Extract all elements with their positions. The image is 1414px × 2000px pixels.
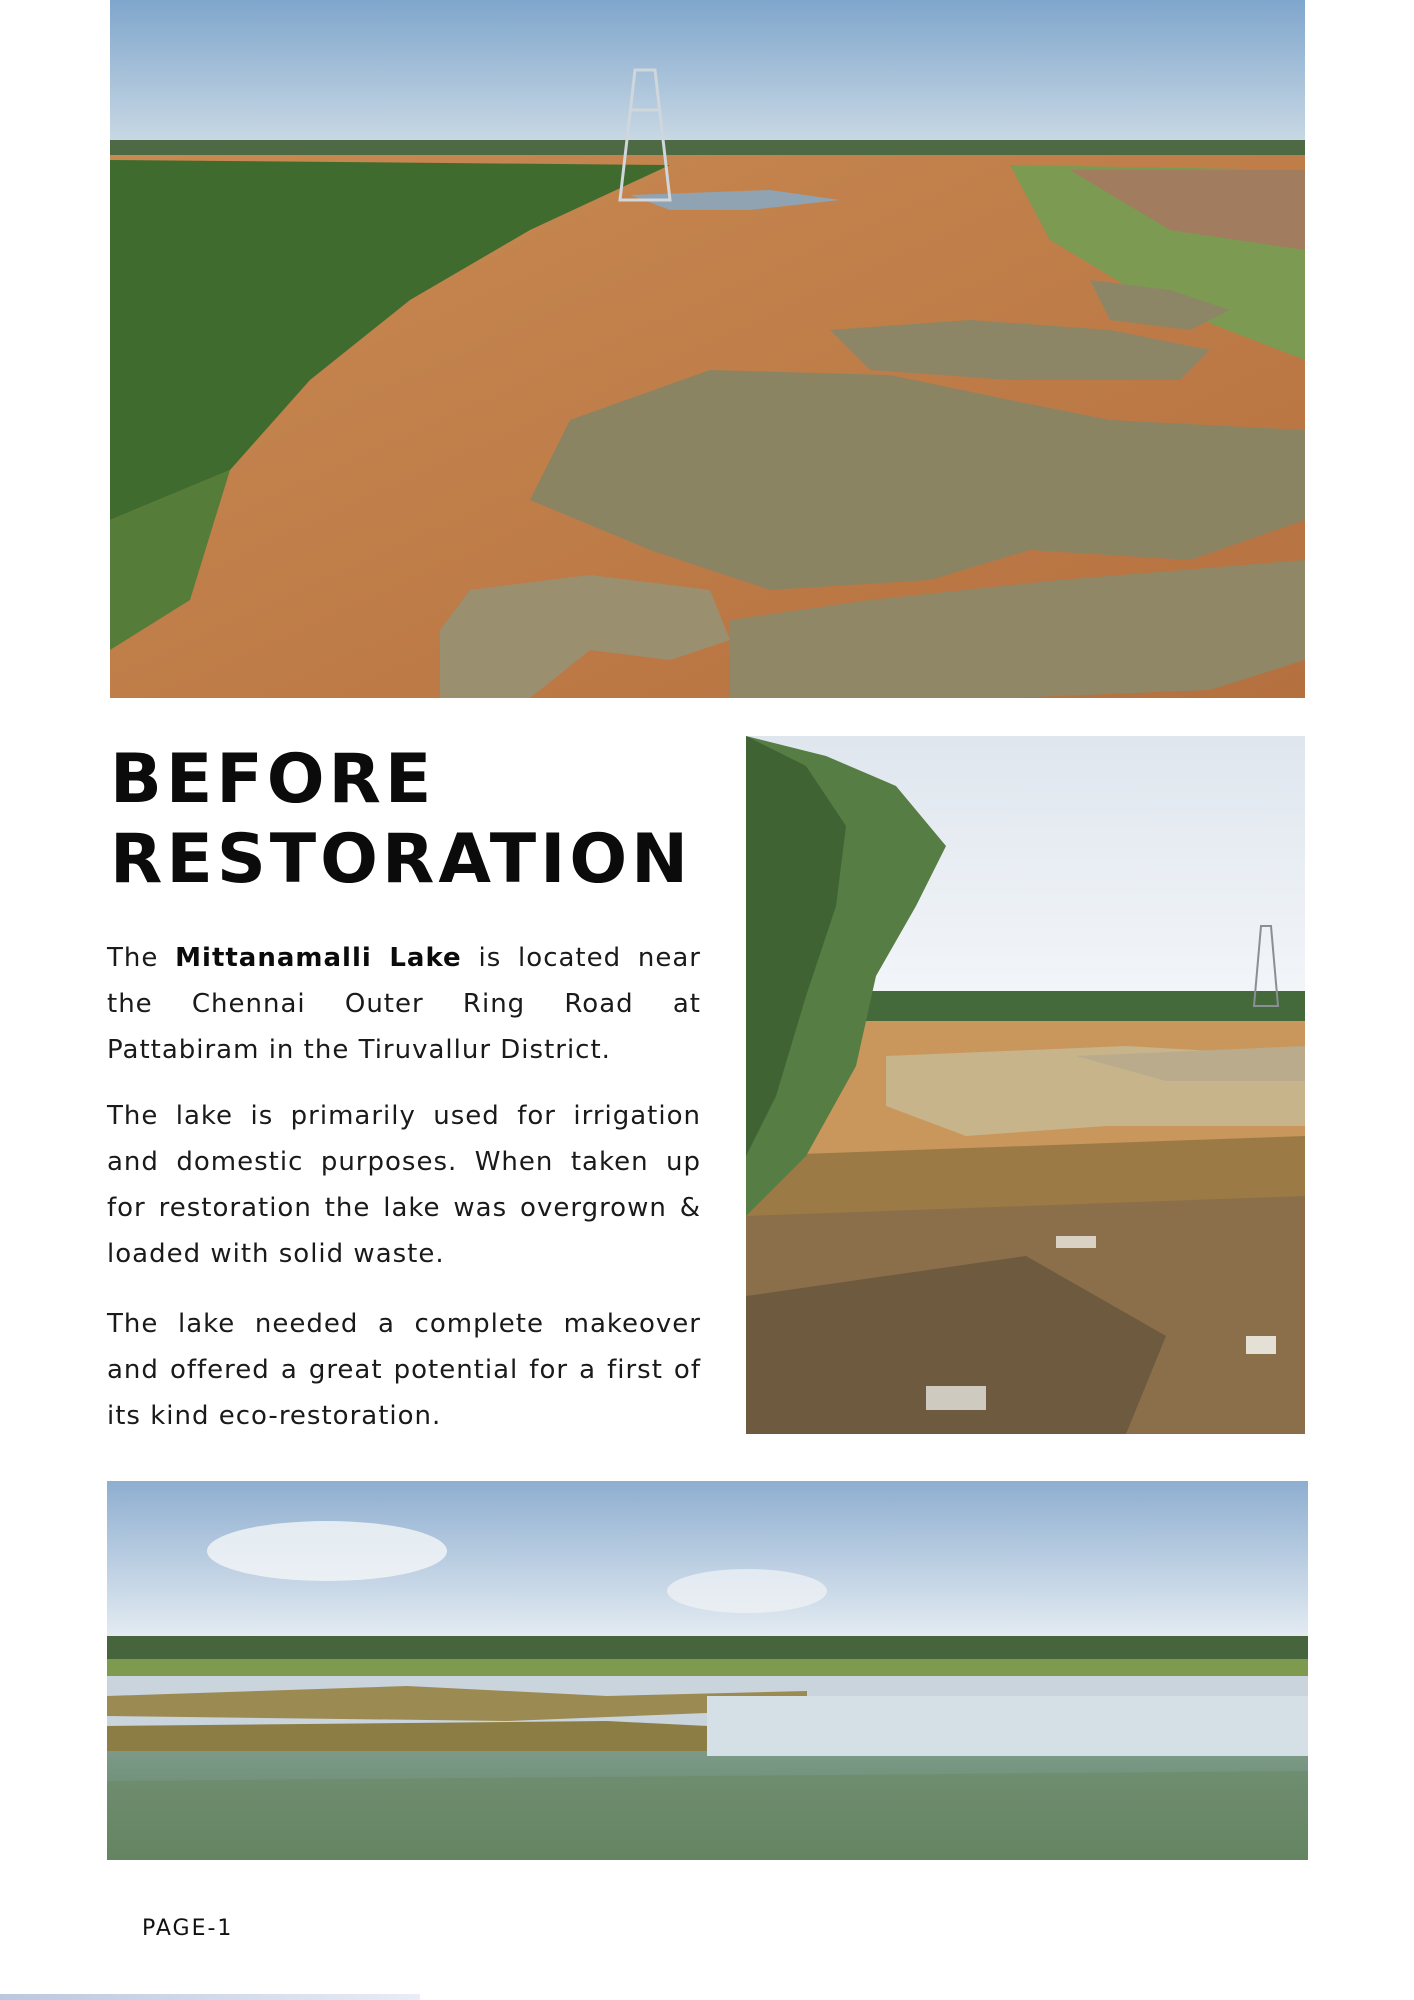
usage-paragraph: The lake is primarily used for irrigation and domestic purposes. When taken up for restoration the lake was overgrown & loaded with solid waste. xyxy=(107,1101,701,1269)
intro-prefix: The xyxy=(107,943,176,973)
intro-paragraph xyxy=(107,935,701,1073)
intro-suffix: is located near the Chennai Outer Ring Road at Pattabiram in the Tiruvallur District. xyxy=(107,943,702,1065)
title-line-1: BEFORE xyxy=(110,740,436,819)
page-title xyxy=(110,740,730,900)
aerial-lake-photo xyxy=(110,0,1305,698)
bottom-accent-strip xyxy=(0,1994,420,2000)
lakeside-photo xyxy=(746,736,1305,1434)
lake-name: Mittanamalli Lake xyxy=(175,943,462,973)
makeover-paragraph: The lake needed a complete makeover and offered a great potential for a first of its kind eco-restoration. xyxy=(107,1309,701,1431)
page-number: PAGE-1 xyxy=(142,1916,234,1941)
lake-panorama-photo xyxy=(107,1481,1308,1860)
title-line-2: RESTORATION xyxy=(110,820,693,899)
